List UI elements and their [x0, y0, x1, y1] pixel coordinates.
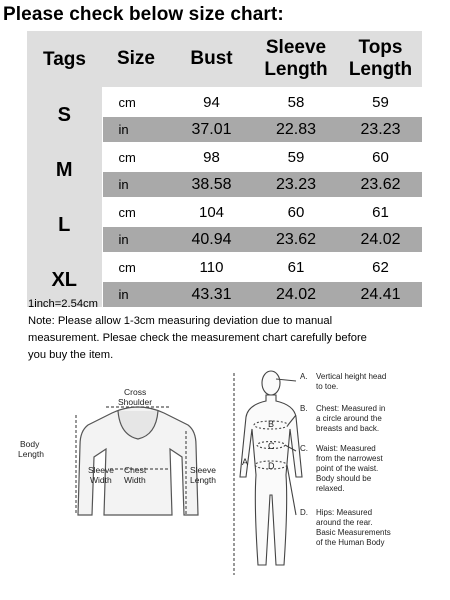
- sleeve-length-label: Sleeve: [190, 465, 216, 475]
- size-tag: S: [27, 88, 102, 143]
- letter-c: C: [268, 441, 275, 451]
- unit-cm: cm: [102, 253, 170, 281]
- bust-in: 38.58: [170, 171, 253, 198]
- legend-line-c: relaxed.: [316, 484, 345, 493]
- table-row: [27, 143, 422, 171]
- legend-line-a: Vertical height head: [316, 372, 387, 381]
- sleeve-width-label: Width: [90, 475, 112, 485]
- tops-cm: 60: [339, 143, 422, 171]
- header-tops-length: Tops Length: [339, 31, 422, 88]
- note-line: Note: Please allow 1-3cm measuring deviation due to manual: [28, 315, 333, 327]
- sleeve-in: 23.23: [253, 171, 339, 198]
- pointer-d: [287, 465, 296, 515]
- letter-d: D: [268, 461, 275, 471]
- body-length-label: Body: [20, 439, 40, 449]
- legend-line-c: from the narrowest: [316, 454, 383, 463]
- unit-cm: cm: [102, 88, 170, 116]
- conversion-note: 1inch=2.54cm: [28, 298, 98, 310]
- chest-width-label: Width: [124, 475, 146, 485]
- tops-cm: 61: [339, 198, 422, 226]
- size-tag: XL: [27, 253, 102, 307]
- table-header-row: [27, 31, 422, 88]
- unit-in: in: [102, 226, 170, 253]
- cross-shoulder-label: Shoulder: [118, 397, 153, 407]
- bust-in: 40.94: [170, 226, 253, 253]
- notes-block: [28, 296, 420, 364]
- legend-line-c: Body should be: [316, 474, 372, 483]
- unit-cm: cm: [102, 198, 170, 226]
- bust-cm: 110: [170, 253, 253, 281]
- table-row: [27, 88, 422, 116]
- legend-line-d: Basic Measurements: [316, 528, 391, 537]
- human-body-diagram: [234, 371, 302, 575]
- tops-cm: 62: [339, 253, 422, 281]
- bust-cm: 98: [170, 143, 253, 171]
- bust-cm: 104: [170, 198, 253, 226]
- unit-in: in: [102, 171, 170, 198]
- legend-line-a: to toe.: [316, 382, 339, 391]
- legend-line-d: around the rear.: [316, 518, 373, 527]
- tops-in: 23.23: [339, 116, 422, 143]
- sleeve-cm: 60: [253, 198, 339, 226]
- tops-cm: 59: [339, 88, 422, 116]
- legend-line-d: Hips: Measured: [316, 508, 373, 517]
- legend-line-b: a circle around the: [316, 414, 382, 423]
- sleeve-in: 23.62: [253, 226, 339, 253]
- sleeve-in: 22.83: [253, 116, 339, 143]
- bust-in: 43.31: [170, 281, 253, 307]
- size-chart-table: [27, 31, 422, 307]
- header-bust: Bust: [170, 31, 253, 88]
- letter-a: A: [242, 457, 249, 467]
- legend-line-c: Waist: Measured: [316, 444, 376, 453]
- bust-cm: 94: [170, 88, 253, 116]
- note-line: you buy the item.: [28, 349, 114, 361]
- sleeve-length-label: Length: [190, 475, 216, 485]
- tops-in: 24.41: [339, 281, 422, 307]
- unit-cm: cm: [102, 143, 170, 171]
- sleeve-in: 24.02: [253, 281, 339, 307]
- unit-in: in: [102, 116, 170, 143]
- header-sleeve-length: Sleeve Length: [253, 31, 339, 88]
- bust-in: 37.01: [170, 116, 253, 143]
- body-length-label: Length: [18, 449, 44, 459]
- unit-in: in: [102, 281, 170, 307]
- sleeve-cm: 58: [253, 88, 339, 116]
- body-legend: [300, 372, 391, 547]
- size-tag: L: [27, 198, 102, 253]
- letter-b: B: [268, 419, 275, 429]
- measurement-diagram: [0, 365, 450, 600]
- tops-in: 23.62: [339, 171, 422, 198]
- legend-line-b: Chest: Measured in: [316, 404, 386, 413]
- table-row: [27, 253, 422, 281]
- legend-line-c: point of the waist.: [316, 464, 379, 473]
- header-size: Size: [102, 31, 170, 88]
- header-tags: Tags: [27, 31, 102, 88]
- size-tag: M: [27, 143, 102, 198]
- note-line: measurement. Plesae check the measurement chart carefully before: [28, 332, 367, 344]
- legend-line-b: breasts and back.: [316, 424, 380, 433]
- head: [262, 371, 280, 395]
- page-title: Please check below size chart:: [3, 4, 284, 25]
- legend-line-b: B.: [300, 404, 308, 413]
- chest-width-label: Chest: [124, 465, 147, 475]
- legend-line-c: C.: [300, 444, 308, 453]
- sleeve-width-label: Sleeve: [88, 465, 114, 475]
- legend-line-d: D.: [300, 508, 308, 517]
- tops-in: 24.02: [339, 226, 422, 253]
- garment-diagram: [76, 407, 198, 515]
- legend-line-a: A.: [300, 372, 308, 381]
- sleeve-cm: 61: [253, 253, 339, 281]
- legend-line-d: of the Human Body: [316, 538, 385, 547]
- cross-shoulder-label: Cross: [124, 387, 147, 397]
- table-row: [27, 198, 422, 226]
- sleeve-cm: 59: [253, 143, 339, 171]
